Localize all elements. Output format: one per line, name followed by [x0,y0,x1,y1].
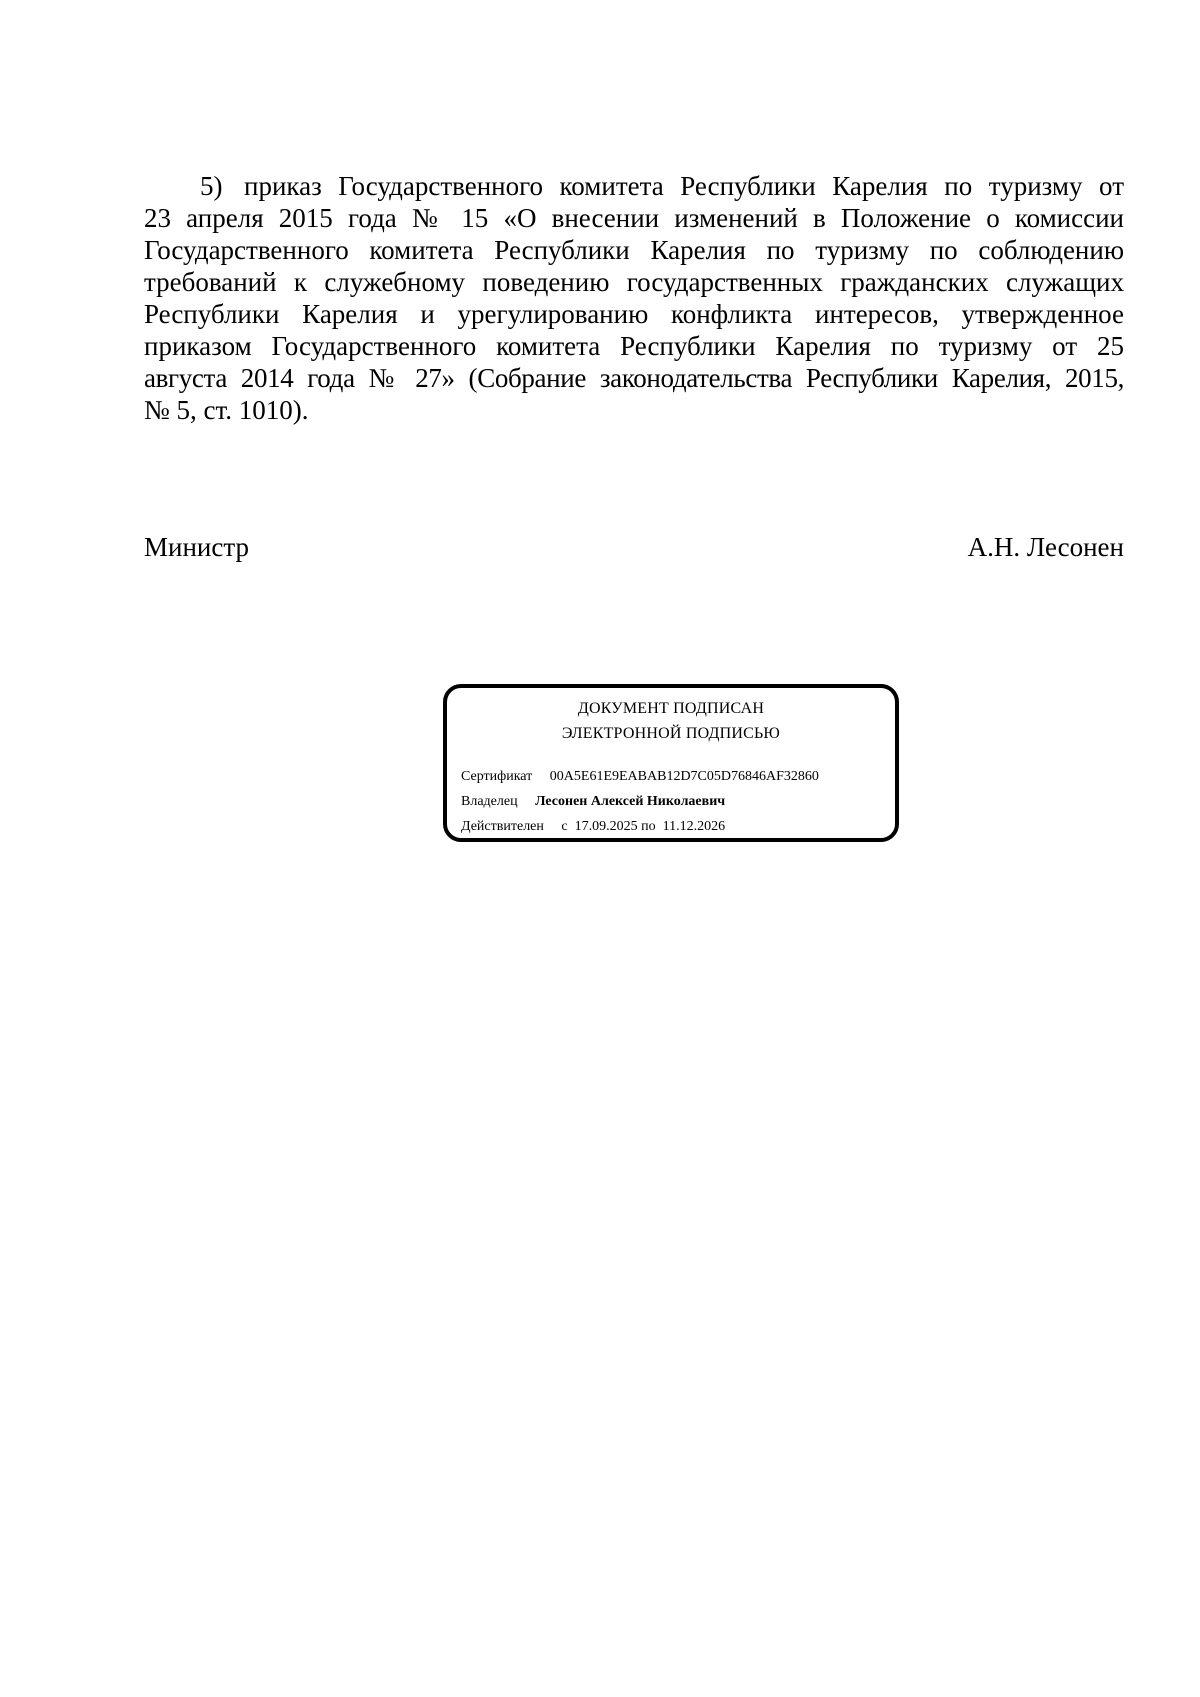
stamp-owner-row [461,789,885,814]
certificate-label: Сертификат [461,769,533,784]
signature-block [144,531,1124,563]
stamp-certificate-row [461,764,885,789]
stamp-title [447,696,895,746]
paragraph-line-text: приказ Государственного комитета Республики Карелия по туризму от [244,171,1124,201]
paragraph-line [144,394,1124,426]
paragraph-line [144,234,1124,266]
certificate-value: 00A5E61E9EABAB12D7C05D76846AF32860 [549,769,819,784]
paragraph-line-text: приказом Государственного комитета Республики Карелия по туризму от 25 [144,331,1124,361]
signatory-position: Министр [144,532,249,562]
paragraph-line-text: 23 апреля 2015 года № 15 «О внесении изменений в Положение о комиссии [144,203,1124,233]
validity-value: с 17.09.2025 по 11.12.2026 [561,819,726,834]
paragraph-line [144,202,1124,234]
item-number: 5) [200,171,223,201]
paragraph-line [144,266,1124,298]
stamp-validity-row [461,814,885,839]
paragraph-line-text: августа 2014 года № 27» (Собрание законодательства Республики Карелия, 2015, [144,363,1124,393]
paragraph-line-text: № 5, ст. 1010). [144,395,309,425]
owner-label: Владелец [461,794,518,809]
stamp-title-line: ДОКУМЕНТ ПОДПИСАН [577,700,765,717]
paragraph-line-text: требований к служебному поведению государственных гражданских служащих [144,267,1124,297]
paragraph-line-text: Государственного комитета Республики Карелия по туризму по соблюдению [144,235,1124,265]
validity-label: Действителен [461,819,544,834]
electronic-signature-stamp [443,684,899,842]
owner-value: Лесонен Алексей Николаевич [535,794,726,809]
paragraph-line [144,362,1124,394]
stamp-title-line: ЭЛЕКТРОННОЙ ПОДПИСЬЮ [561,725,781,742]
signatory-name: А.Н. Лесонен [967,532,1124,562]
paragraph-line-text: Республики Карелия и урегулированию конфликта интересов, утвержденное [144,299,1124,329]
stamp-details [461,764,885,839]
list-item-5 [144,170,1124,426]
paragraph-line [144,330,1124,362]
paragraph-line [144,170,1124,202]
paragraph-line [144,298,1124,330]
